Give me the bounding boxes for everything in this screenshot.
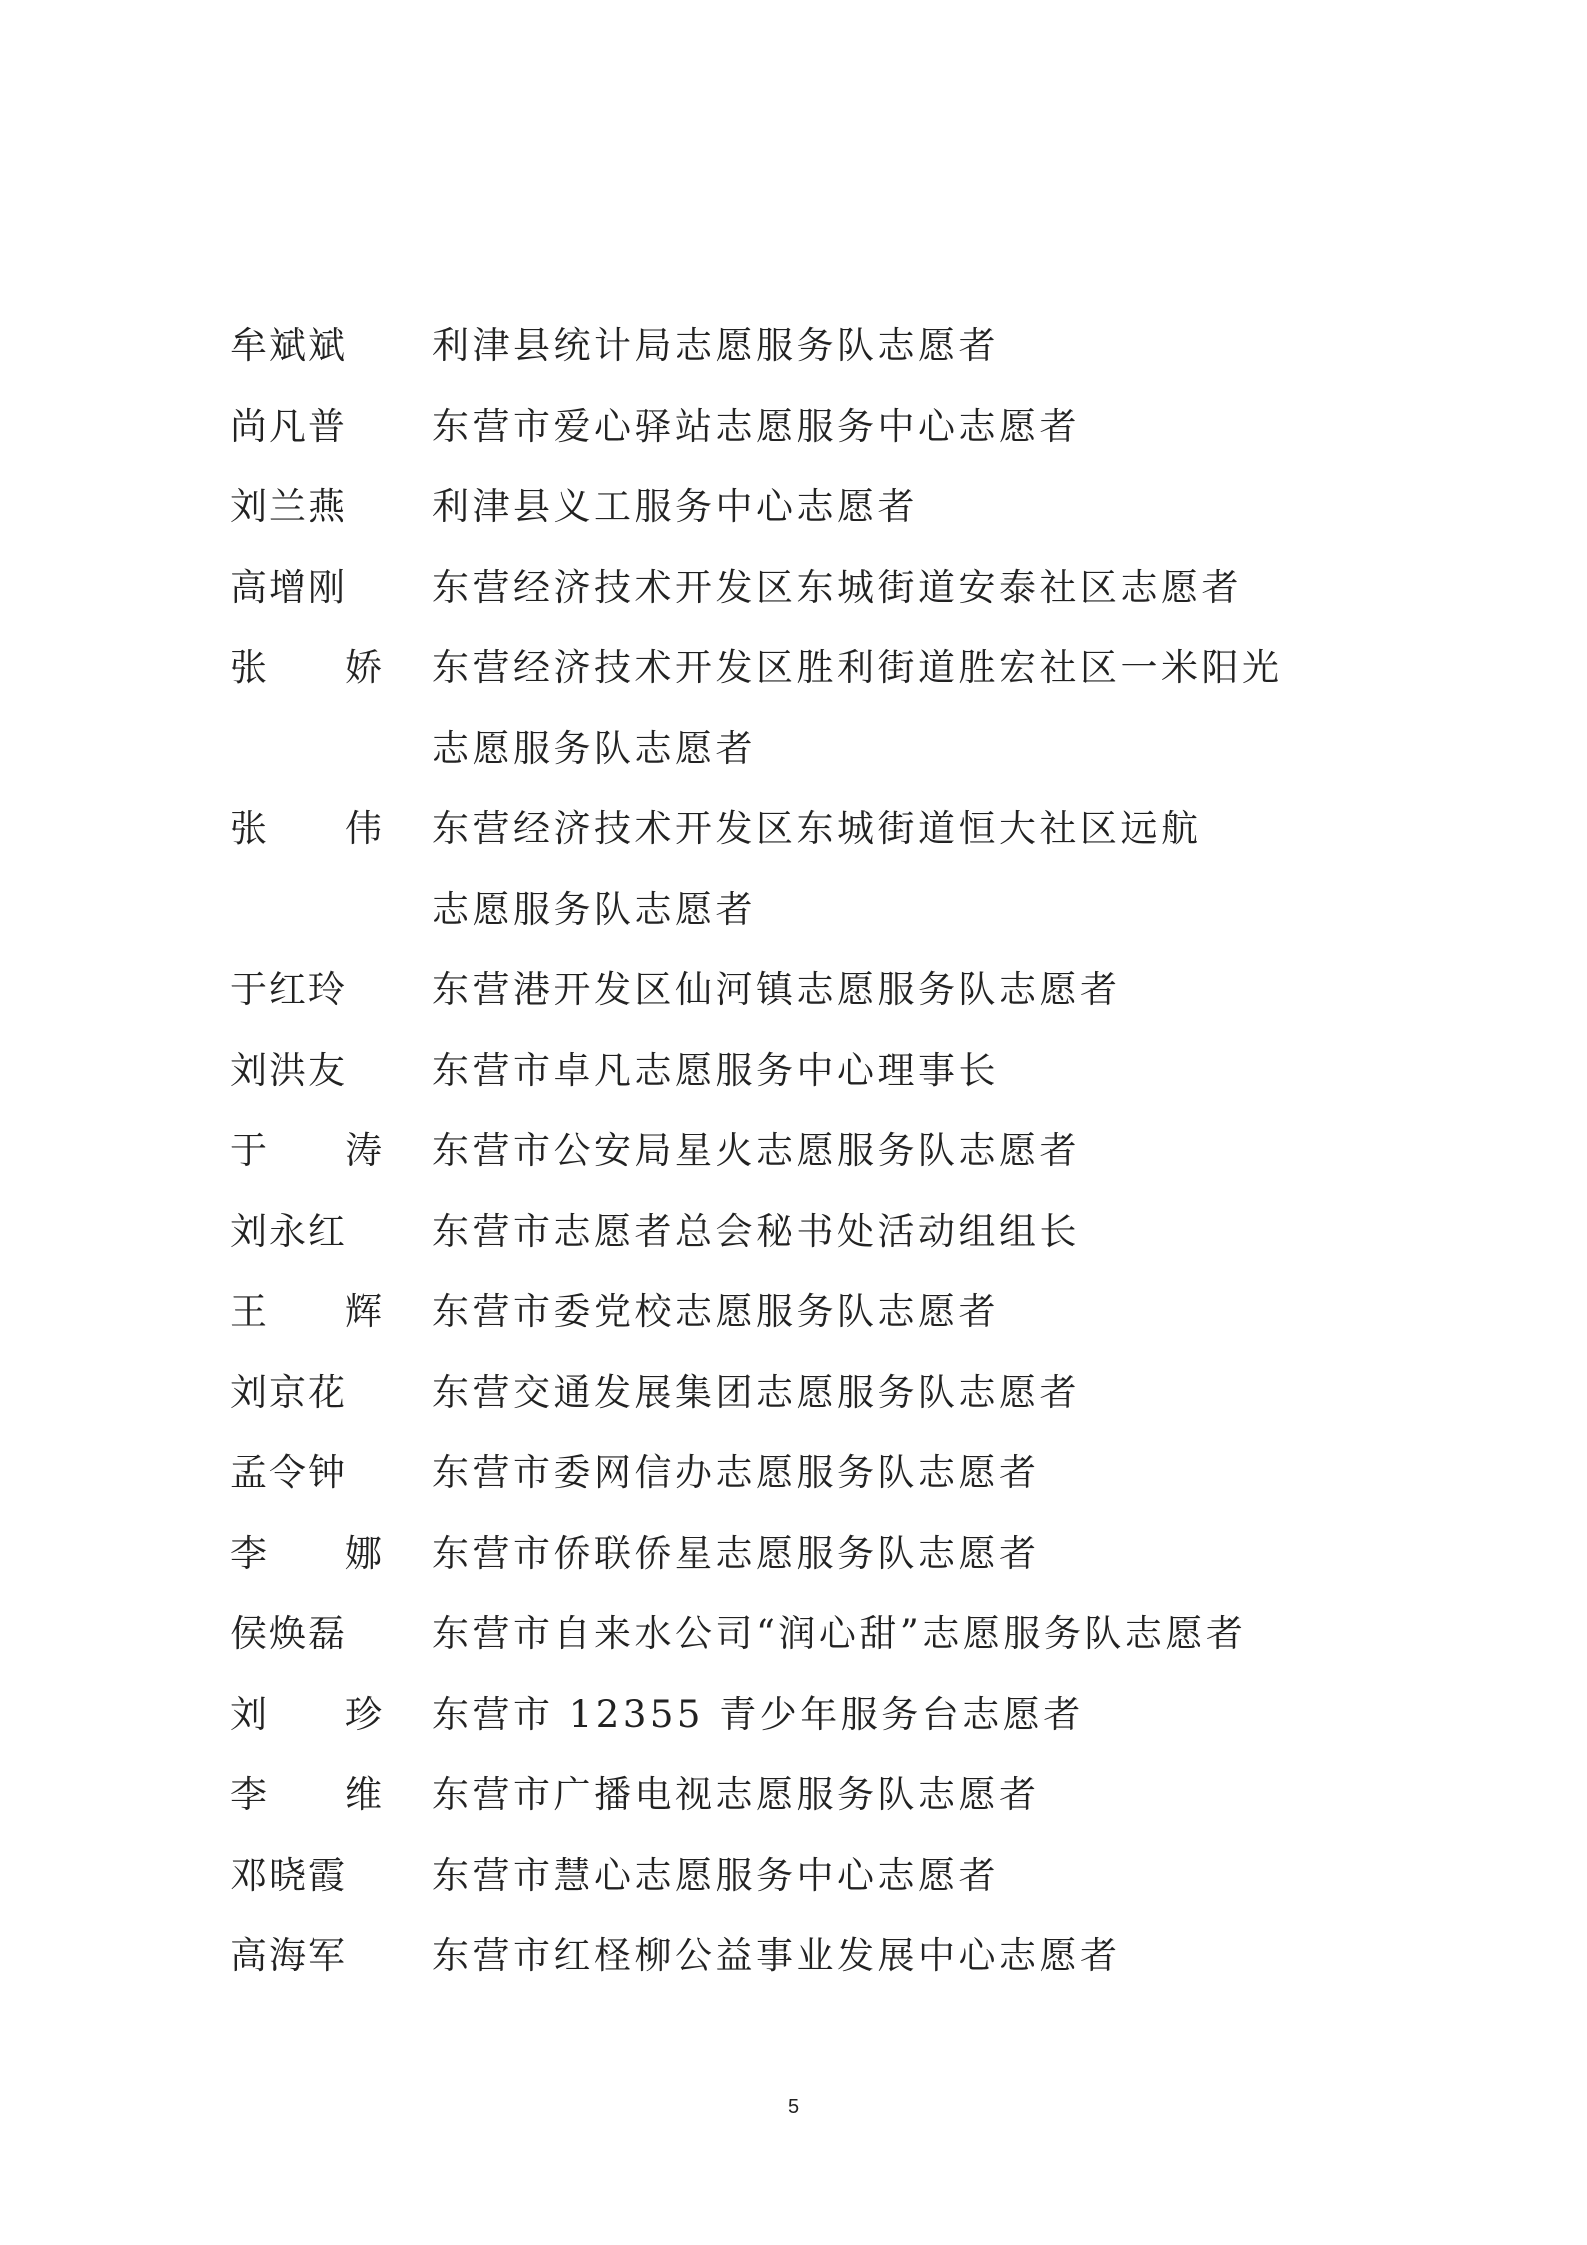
list-item <box>0 1846 1587 1927</box>
list-item <box>0 1443 1587 1524</box>
list-item-line: 张 娇 东营经济技术开发区胜利街道胜宏社区一米阳光 <box>0 638 1587 719</box>
list-item <box>0 477 1587 558</box>
list-item-line: 张 伟 东营经济技术开发区东城街道恒大社区远航 <box>0 799 1587 880</box>
person-affiliation: 东营经济技术开发区东城街道恒大社区远航 <box>432 807 1202 850</box>
list-item <box>0 558 1587 639</box>
list-item-line <box>0 1202 1587 1283</box>
list-item-line <box>0 316 1587 397</box>
person-affiliation: 利津县统计局志愿服务队志愿者 <box>432 324 999 367</box>
list-item-line <box>0 1443 1587 1524</box>
person-affiliation: 东营市委党校志愿服务队志愿者 <box>432 1290 999 1333</box>
person-affiliation: 东营市委网信办志愿服务队志愿者 <box>432 1451 1040 1494</box>
volunteer-list <box>0 316 1587 2007</box>
list-item <box>0 1363 1587 1444</box>
list-item-line <box>0 960 1587 1041</box>
person-affiliation: 东营市志愿者总会秘书处活动组组长 <box>432 1209 1080 1253</box>
person-name: 于红玲 <box>230 968 347 1011</box>
person-affiliation: 东营市红柽柳公益事业发展中心志愿者 <box>432 1934 1121 1977</box>
person-affiliation: 志愿服务队志愿者 <box>432 726 756 770</box>
list-item <box>0 1926 1587 2007</box>
list-item-line <box>0 397 1587 478</box>
person-name: 高增刚 <box>230 565 347 609</box>
list-item-line <box>0 477 1587 558</box>
person-affiliation: 东营经济技术开发区胜利街道胜宏社区一米阳光 <box>432 646 1283 689</box>
person-name: 刘兰燕 <box>230 485 347 528</box>
list-item <box>0 1524 1587 1605</box>
person-affiliation: 利津县义工服务中心志愿者 <box>432 485 918 528</box>
list-item <box>0 1202 1587 1283</box>
list-item-line: 刘 珍 东营市 12355 青少年服务台志愿者 <box>0 1685 1587 1766</box>
list-item <box>0 1041 1587 1122</box>
list-item <box>0 316 1587 397</box>
list-item-line: 于 涛 东营市公安局星火志愿服务队志愿者 <box>0 1121 1587 1202</box>
list-item <box>0 799 1587 960</box>
person-affiliation: 东营市卓凡志愿服务中心理事长 <box>432 1048 999 1092</box>
person-affiliation: 东营市慧心志愿服务中心志愿者 <box>432 1853 999 1897</box>
person-affiliation: 东营市自来水公司“润心甜”志愿服务队志愿者 <box>432 1612 1247 1655</box>
person-name: 孟令钟 <box>230 1451 347 1494</box>
list-item-line <box>0 1041 1587 1122</box>
list-item-line <box>0 558 1587 639</box>
person-name: 刘洪友 <box>230 1048 347 1092</box>
person-affiliation: 东营市侨联侨星志愿服务队志愿者 <box>432 1531 1040 1575</box>
person-affiliation: 东营市广播电视志愿服务队志愿者 <box>432 1773 1040 1816</box>
person-affiliation: 东营市 12355 青少年服务台志愿者 <box>432 1692 1084 1736</box>
list-item-line <box>0 880 1587 961</box>
list-item-line: 王 辉 东营市委党校志愿服务队志愿者 <box>0 1282 1587 1363</box>
list-item <box>0 1685 1587 1766</box>
person-name: 侯焕磊 <box>230 1612 347 1655</box>
person-name: 邓晓霞 <box>230 1853 347 1897</box>
list-item <box>0 397 1587 478</box>
list-item-line: 李 娜 东营市侨联侨星志愿服务队志愿者 <box>0 1524 1587 1605</box>
person-affiliation: 东营港开发区仙河镇志愿服务队志愿者 <box>432 968 1121 1011</box>
list-item <box>0 1282 1587 1363</box>
person-name: 刘京花 <box>230 1370 347 1414</box>
list-item-line <box>0 1846 1587 1927</box>
list-item-line <box>0 1363 1587 1444</box>
page-number: 5 <box>787 2096 800 2118</box>
person-affiliation: 东营交通发展集团志愿服务队志愿者 <box>432 1370 1080 1414</box>
person-name: 尚凡普 <box>230 404 347 448</box>
list-item <box>0 1604 1587 1685</box>
list-item-line: 李 维 东营市广播电视志愿服务队志愿者 <box>0 1765 1587 1846</box>
person-name: 牟斌斌 <box>230 324 347 367</box>
list-item-line <box>0 1604 1587 1685</box>
list-item <box>0 638 1587 799</box>
person-affiliation: 东营市公安局星火志愿服务队志愿者 <box>432 1129 1080 1172</box>
list-item-line <box>0 1926 1587 2007</box>
list-item <box>0 1121 1587 1202</box>
person-affiliation: 志愿服务队志愿者 <box>432 887 756 931</box>
list-item-line <box>0 719 1587 800</box>
person-affiliation: 东营市爱心驿站志愿服务中心志愿者 <box>432 404 1080 448</box>
list-item <box>0 960 1587 1041</box>
list-item <box>0 1765 1587 1846</box>
person-name: 高海军 <box>230 1934 347 1977</box>
person-name: 刘永红 <box>230 1209 347 1253</box>
person-affiliation: 东营经济技术开发区东城街道安泰社区志愿者 <box>432 565 1242 609</box>
